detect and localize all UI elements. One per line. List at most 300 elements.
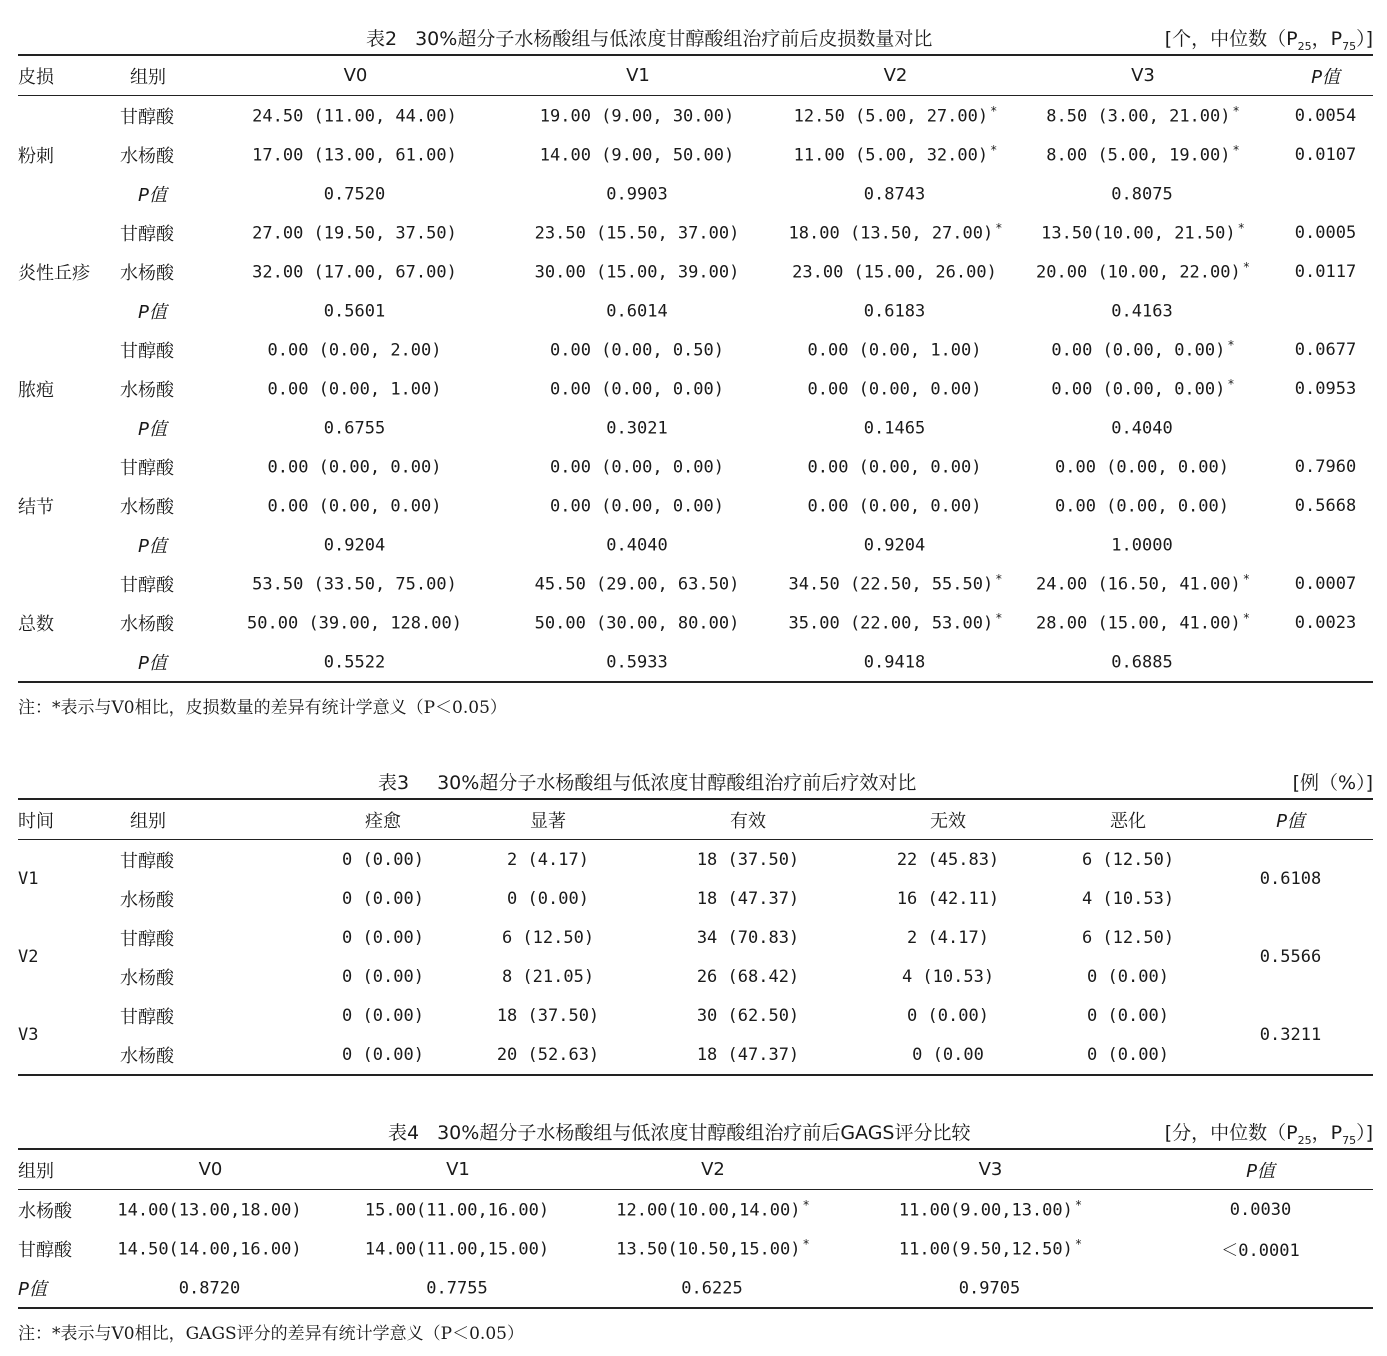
v0-cell	[218, 369, 493, 408]
table2-caption	[366, 24, 932, 51]
significance-star: *	[802, 1198, 810, 1213]
group-cell: 甘醇酸	[120, 928, 174, 950]
cell-value: 0.00 (0.00, 0.00)	[807, 379, 982, 400]
cell-value: 0.00 (0.00, 0.00)	[1051, 379, 1226, 400]
cell-value: 28.00 (15.00, 41.00)	[1036, 613, 1241, 634]
p-value-cell	[1278, 174, 1373, 213]
significance-star: *	[995, 572, 1003, 587]
cell-value: 0.00 (0.00, 0.00)	[267, 457, 442, 478]
p-value-cell	[1148, 1268, 1373, 1308]
cell-value: 0.00 (0.00, 0.50)	[550, 340, 724, 361]
table2-title-row	[18, 18, 1373, 54]
cell-value: 0.4040	[1111, 418, 1173, 439]
outcome-cell: 0 (0.00)	[342, 966, 424, 987]
p-value-cell	[1278, 291, 1373, 330]
header-group: 组别	[18, 1160, 54, 1182]
header-lesion: 皮损	[18, 66, 54, 88]
p-value-cell	[1278, 408, 1373, 447]
v1-cell	[323, 1190, 593, 1230]
table4-title-row	[18, 1112, 1373, 1148]
v3-cell	[1008, 330, 1278, 369]
v2-cell	[783, 174, 1008, 213]
table4-block	[18, 1112, 1373, 1344]
table-row	[18, 564, 1373, 603]
v3-cell	[1008, 564, 1278, 603]
cell-value: 0.3021	[606, 418, 668, 439]
outcome-cell: 2 (4.17)	[507, 849, 589, 870]
table2-unit-prefix: [个，中位数（P	[1164, 28, 1298, 50]
outcome-cell: 0 (0.00)	[1087, 966, 1169, 987]
table-row	[18, 135, 1373, 174]
time-cell: V3	[18, 1025, 39, 1045]
cell-value: 0.9204	[323, 535, 386, 556]
v3-cell	[1008, 96, 1278, 136]
p-value-cell	[1278, 525, 1373, 564]
table-row	[18, 486, 1373, 525]
table4-body	[18, 1190, 1373, 1309]
cell-value: 0.00 (0.00, 1.00)	[807, 340, 982, 361]
header-effective: 有效	[730, 810, 766, 832]
table2-number: 表2	[366, 28, 398, 50]
p-row-label: P值	[138, 301, 167, 323]
cell-value: 0.7520	[323, 184, 386, 205]
v2-cell	[783, 96, 1008, 136]
table4-unit-suffix: ）]	[1356, 1122, 1373, 1144]
group-cell: 甘醇酸	[120, 223, 174, 245]
v1-cell	[493, 564, 783, 603]
cell-value: 14.00(13.00,18.00)	[117, 1200, 302, 1221]
significance-star: *	[990, 143, 998, 158]
table-row	[18, 879, 1373, 918]
cell-value: 11.00(9.00,13.00)	[898, 1200, 1073, 1221]
cell-value: 0.00 (0.00, 0.00)	[807, 496, 982, 517]
outcome-cell: 0 (0.00)	[342, 888, 424, 909]
cell-value: 0.00 (0.00, 2.00)	[267, 340, 442, 361]
significance-star: *	[1232, 104, 1240, 119]
table2-body	[18, 96, 1373, 683]
v2-cell	[593, 1190, 833, 1230]
significance-star: *	[1242, 260, 1250, 275]
table4-unit-prefix: [分，中位数（P	[1164, 1122, 1298, 1144]
p-value-cell: ＜0.0001	[1221, 1241, 1300, 1261]
group-cell: 甘醇酸	[120, 1006, 174, 1028]
cell-value: 0.6014	[606, 301, 668, 322]
table2-unit-mid: ，P	[1311, 28, 1343, 50]
cell-value: 24.00 (16.50, 41.00)	[1036, 574, 1241, 595]
v1-cell	[493, 642, 783, 682]
cell-value: 0.4040	[606, 535, 668, 556]
cell-value: 8.50 (3.00, 21.00)	[1046, 106, 1231, 127]
table2	[18, 54, 1373, 683]
table-row	[18, 957, 1373, 996]
table4-number: 表4	[388, 1122, 420, 1144]
cell-value: 50.00 (30.00, 80.00)	[534, 613, 740, 634]
header-v2: V2	[701, 1159, 725, 1180]
v0-cell	[218, 135, 493, 174]
table-row	[18, 1229, 1373, 1268]
table3-caption	[378, 768, 916, 795]
p-value-cell: 0.0005	[1294, 222, 1357, 243]
outcome-cell: 0 (0.00)	[507, 888, 589, 909]
significance-star: *	[1232, 143, 1240, 158]
table-row	[18, 369, 1373, 408]
p-row-label: P值	[138, 535, 167, 557]
group-cell: 水杨酸	[18, 1200, 72, 1222]
header-ineffective: 无效	[930, 810, 966, 832]
v2-cell	[783, 603, 1008, 642]
table-row	[18, 840, 1373, 880]
v1-cell	[323, 1268, 593, 1308]
p-value-cell: 0.3211	[1259, 1025, 1322, 1045]
table-row	[18, 252, 1373, 291]
v2-cell	[783, 447, 1008, 486]
table3-body	[18, 840, 1373, 1076]
cell-value: 0.6885	[1111, 652, 1173, 673]
outcome-cell: 22 (45.83)	[896, 849, 1000, 870]
table3-caption-text: 30%超分子水杨酸组与低浓度甘醇酸组治疗前后疗效对比	[437, 772, 917, 794]
v1-cell	[493, 213, 783, 252]
outcome-cell: 0 (0.00)	[342, 849, 424, 870]
group-cell: 水杨酸	[120, 379, 174, 401]
outcome-cell: 4 (10.53)	[1081, 888, 1175, 909]
v2-cell	[783, 330, 1008, 369]
group-cell: 水杨酸	[120, 889, 174, 911]
table4-unit	[1165, 1118, 1373, 1147]
header-group: 组别	[130, 810, 166, 832]
header-p-value: P值	[1276, 810, 1305, 832]
lesion-type-cell: 总数	[18, 613, 54, 635]
v1-cell	[493, 135, 783, 174]
v2-cell	[783, 213, 1008, 252]
significance-star: *	[1242, 572, 1250, 587]
cell-value: 45.50 (29.00, 63.50)	[534, 574, 740, 595]
table3-header-row	[18, 799, 1373, 840]
cell-value: 34.50 (22.50, 55.50)	[788, 574, 994, 595]
outcome-cell: 6 (12.50)	[1081, 849, 1175, 870]
header-v0: V0	[198, 1159, 223, 1180]
group-cell: 甘醇酸	[18, 1239, 72, 1261]
cell-value: 14.00 (9.00, 50.00)	[539, 145, 735, 166]
table-row	[18, 96, 1373, 136]
group-cell: 水杨酸	[120, 967, 174, 989]
table3-block	[18, 762, 1373, 1076]
cell-value: 0.6755	[323, 418, 386, 439]
group-cell: 甘醇酸	[120, 340, 174, 362]
p-value-cell: 0.0107	[1294, 144, 1357, 165]
p-value-cell: 0.0054	[1294, 105, 1357, 126]
v1-cell	[493, 603, 783, 642]
group-cell: 甘醇酸	[120, 106, 174, 128]
cell-value: 17.00 (13.00, 61.00)	[252, 145, 457, 166]
group-cell: 甘醇酸	[120, 850, 174, 872]
p-value-cell: 0.0007	[1294, 573, 1357, 594]
time-cell: V2	[18, 947, 39, 967]
table-row	[18, 996, 1373, 1035]
cell-value: 0.4163	[1111, 301, 1173, 322]
outcome-cell: 2 (4.17)	[907, 927, 989, 948]
v1-cell	[493, 408, 783, 447]
v2-cell	[783, 135, 1008, 174]
v3-cell	[833, 1268, 1148, 1308]
v3-cell	[1008, 486, 1278, 525]
v1-cell	[493, 96, 783, 136]
p-value-cell	[1278, 642, 1373, 682]
v2-cell	[593, 1229, 833, 1268]
v0-cell	[98, 1229, 323, 1268]
table2-unit-suffix: ）]	[1356, 28, 1373, 50]
cell-value: 0.00 (0.00, 0.00)	[550, 457, 724, 478]
header-v1: V1	[626, 65, 650, 86]
outcome-cell: 26 (68.42)	[696, 966, 800, 987]
cell-value: 0.8720	[178, 1278, 241, 1299]
cell-value: 14.00(11.00,15.00)	[364, 1239, 550, 1260]
table2-unit-sub2: 75	[1342, 39, 1357, 53]
v0-cell	[218, 564, 493, 603]
v3-cell	[1008, 174, 1278, 213]
p-value-cell: 0.5566	[1259, 947, 1322, 967]
cell-value: 13.50(10.50,15.00)	[616, 1239, 801, 1260]
table2-block	[18, 18, 1373, 718]
cell-value: 1.0000	[1111, 535, 1173, 556]
cell-value: 0.00 (0.00, 0.00)	[1051, 340, 1226, 361]
cell-value: 12.00(10.00,14.00)	[616, 1200, 801, 1221]
significance-star: *	[1227, 377, 1235, 392]
header-worsened: 恶化	[1110, 810, 1146, 832]
table-row	[18, 291, 1373, 330]
table-row	[18, 918, 1373, 957]
header-time: 时间	[18, 810, 54, 832]
cell-value: 0.5601	[323, 301, 386, 322]
outcome-cell: 6 (12.50)	[1081, 927, 1175, 948]
outcome-cell: 0 (0.00	[912, 1044, 984, 1065]
outcome-cell: 20 (52.63)	[496, 1044, 600, 1065]
cell-value: 30.00 (15.00, 39.00)	[534, 262, 740, 283]
p-row-label: P值	[138, 184, 167, 206]
v2-cell	[783, 252, 1008, 291]
header-v1: V1	[446, 1159, 470, 1180]
table3	[18, 798, 1373, 1076]
table-row	[18, 447, 1373, 486]
significance-star: *	[1074, 1198, 1083, 1213]
v0-cell	[218, 486, 493, 525]
v3-cell	[1008, 447, 1278, 486]
group-cell: 水杨酸	[120, 262, 174, 284]
table4-note: 注：*表示与V0相比，GAGS评分的差异有统计学意义（P＜0.05）	[18, 1324, 524, 1344]
outcome-cell: 18 (47.37)	[696, 888, 800, 909]
outcome-cell: 4 (10.53)	[901, 966, 995, 987]
cell-value: 0.00 (0.00, 0.00)	[267, 496, 442, 517]
cell-value: 23.50 (15.50, 37.00)	[534, 223, 740, 244]
table-row	[18, 213, 1373, 252]
v0-cell	[218, 525, 493, 564]
cell-value: 11.00 (5.00, 32.00)	[793, 145, 989, 166]
outcome-cell: 0 (0.00)	[342, 927, 424, 948]
v0-cell	[218, 213, 493, 252]
v2-cell	[593, 1268, 833, 1308]
v3-cell	[1008, 291, 1278, 330]
group-cell: 水杨酸	[120, 145, 174, 167]
p-value-cell: 0.0023	[1294, 612, 1357, 633]
cell-value: 32.00 (17.00, 67.00)	[252, 262, 457, 283]
lesion-type-cell: 脓疱	[18, 379, 54, 401]
cell-value: 0.8743	[863, 184, 926, 205]
table-row	[18, 1190, 1373, 1230]
outcome-cell: 16 (42.11)	[896, 888, 1000, 909]
table3-title-row	[18, 762, 1373, 798]
outcome-cell: 0 (0.00)	[342, 1005, 424, 1026]
cell-value: 0.9903	[606, 184, 668, 205]
v3-cell	[1008, 213, 1278, 252]
table3-unit: [例（%）]	[1292, 772, 1373, 794]
cell-value: 0.7755	[426, 1278, 488, 1299]
group-cell: 甘醇酸	[120, 574, 174, 596]
table-row	[18, 330, 1373, 369]
v3-cell	[1008, 252, 1278, 291]
p-value-cell: 0.6108	[1259, 869, 1322, 889]
p-value-cell: 0.0117	[1294, 261, 1357, 282]
p-value-cell: 0.0030	[1229, 1199, 1292, 1220]
v2-cell	[783, 486, 1008, 525]
table4	[18, 1148, 1373, 1309]
cell-value: 13.50(10.00, 21.50)	[1041, 223, 1236, 244]
table4-unit-sub1: 25	[1297, 1133, 1312, 1147]
table-row	[18, 603, 1373, 642]
significance-star: *	[990, 104, 998, 119]
cell-value: 15.00(11.00,16.00)	[364, 1200, 550, 1221]
table2-header-row	[18, 55, 1373, 96]
header-cured: 痊愈	[365, 810, 401, 832]
v2-cell	[783, 564, 1008, 603]
v1-cell	[493, 369, 783, 408]
outcome-cell: 34 (70.83)	[696, 927, 800, 948]
cell-value: 0.00 (0.00, 0.00)	[807, 457, 982, 478]
cell-value: 50.00 (39.00, 128.00)	[247, 613, 462, 634]
significance-star: *	[995, 221, 1003, 236]
cell-value: 11.00(9.50,12.50)	[898, 1239, 1073, 1260]
v3-cell	[1008, 603, 1278, 642]
table-row	[18, 174, 1373, 213]
cell-value: 14.50(14.00,16.00)	[117, 1239, 302, 1260]
table4-caption	[388, 1118, 971, 1145]
cell-value: 0.00 (0.00, 0.00)	[1055, 496, 1229, 517]
v0-cell	[218, 252, 493, 291]
v3-cell	[1008, 369, 1278, 408]
v1-cell	[493, 486, 783, 525]
v0-cell	[98, 1268, 323, 1308]
v0-cell	[218, 642, 493, 682]
v3-cell	[1008, 408, 1278, 447]
lesion-type-cell: 结节	[18, 496, 54, 518]
v3-cell	[833, 1190, 1148, 1230]
outcome-cell: 6 (12.50)	[501, 927, 595, 948]
cell-value: 0.6225	[681, 1278, 743, 1299]
cell-value: 0.00 (0.00, 0.00)	[550, 496, 724, 517]
v1-cell	[493, 174, 783, 213]
outcome-cell: 30 (62.50)	[696, 1005, 800, 1026]
cell-value: 35.00 (22.00, 53.00)	[788, 613, 994, 634]
table2-unit-sub1: 25	[1297, 39, 1312, 53]
header-marked: 显著	[530, 810, 566, 832]
cell-value: 0.9204	[863, 535, 926, 556]
p-row-label: P值	[138, 652, 167, 674]
table-row	[18, 642, 1373, 682]
p-row-label: P值	[138, 418, 167, 440]
v2-cell	[783, 291, 1008, 330]
v0-cell	[218, 447, 493, 486]
v0-cell	[218, 603, 493, 642]
v2-cell	[783, 408, 1008, 447]
cell-value: 0.9418	[863, 652, 926, 673]
p-value-cell: 0.7960	[1294, 456, 1357, 477]
significance-star: *	[1227, 338, 1235, 353]
v2-cell	[783, 369, 1008, 408]
table-row	[18, 1035, 1373, 1075]
outcome-cell: 0 (0.00)	[907, 1005, 989, 1026]
header-p-value: P值	[1311, 66, 1340, 88]
cell-value: 27.00 (19.50, 37.50)	[252, 223, 457, 244]
cell-value: 0.00 (0.00, 0.00)	[550, 379, 724, 400]
table4-header-row	[18, 1149, 1373, 1190]
p-value-cell: 0.0953	[1294, 378, 1357, 399]
cell-value: 18.00 (13.50, 27.00)	[788, 223, 994, 244]
outcome-cell: 18 (47.37)	[696, 1044, 800, 1065]
v1-cell	[493, 330, 783, 369]
group-cell: 水杨酸	[120, 613, 174, 635]
cell-value: 0.00 (0.00, 0.00)	[1055, 457, 1229, 478]
v0-cell	[218, 174, 493, 213]
cell-value: 53.50 (33.50, 75.00)	[252, 574, 457, 595]
header-group: 组别	[130, 66, 166, 88]
group-cell: 水杨酸	[120, 496, 174, 518]
v0-cell	[218, 291, 493, 330]
cell-value: 19.00 (9.00, 30.00)	[539, 106, 735, 127]
v1-cell	[493, 252, 783, 291]
v1-cell	[493, 525, 783, 564]
table3-number: 表3	[378, 772, 410, 794]
table-row	[18, 1268, 1373, 1308]
header-v0: V0	[343, 65, 368, 86]
cell-value: 12.50 (5.00, 27.00)	[793, 106, 989, 127]
header-p-value: P值	[1246, 1160, 1275, 1182]
outcome-cell: 0 (0.00)	[342, 1044, 424, 1065]
cell-value: 0.00 (0.00, 1.00)	[267, 379, 442, 400]
table-row	[18, 408, 1373, 447]
table-row	[18, 525, 1373, 564]
significance-star: *	[1242, 611, 1250, 626]
v2-cell	[783, 525, 1008, 564]
table2-unit	[1165, 24, 1373, 53]
v3-cell	[1008, 525, 1278, 564]
header-v3: V3	[1131, 65, 1155, 86]
table4-unit-sub2: 75	[1342, 1133, 1357, 1147]
cell-value: 23.00 (15.00, 26.00)	[792, 262, 997, 283]
v0-cell	[218, 408, 493, 447]
v1-cell	[493, 447, 783, 486]
group-cell: 甘醇酸	[120, 457, 174, 479]
cell-value: 0.9705	[958, 1278, 1021, 1299]
outcome-cell: 18 (37.50)	[496, 1005, 600, 1026]
cell-value: 8.00 (5.00, 19.00)	[1046, 145, 1231, 166]
lesion-type-cell: 炎性丘疹	[18, 262, 90, 284]
p-row-label: P值	[18, 1278, 47, 1300]
table2-note: 注：*表示与V0相比，皮损数量的差异有统计学意义（P＜0.05）	[18, 698, 507, 718]
outcome-cell: 0 (0.00)	[1087, 1005, 1169, 1026]
v3-cell	[1008, 135, 1278, 174]
v0-cell	[218, 330, 493, 369]
header-v3: V3	[978, 1159, 1003, 1180]
cell-value: 20.00 (10.00, 22.00)	[1036, 262, 1241, 283]
significance-star: *	[1237, 221, 1245, 236]
